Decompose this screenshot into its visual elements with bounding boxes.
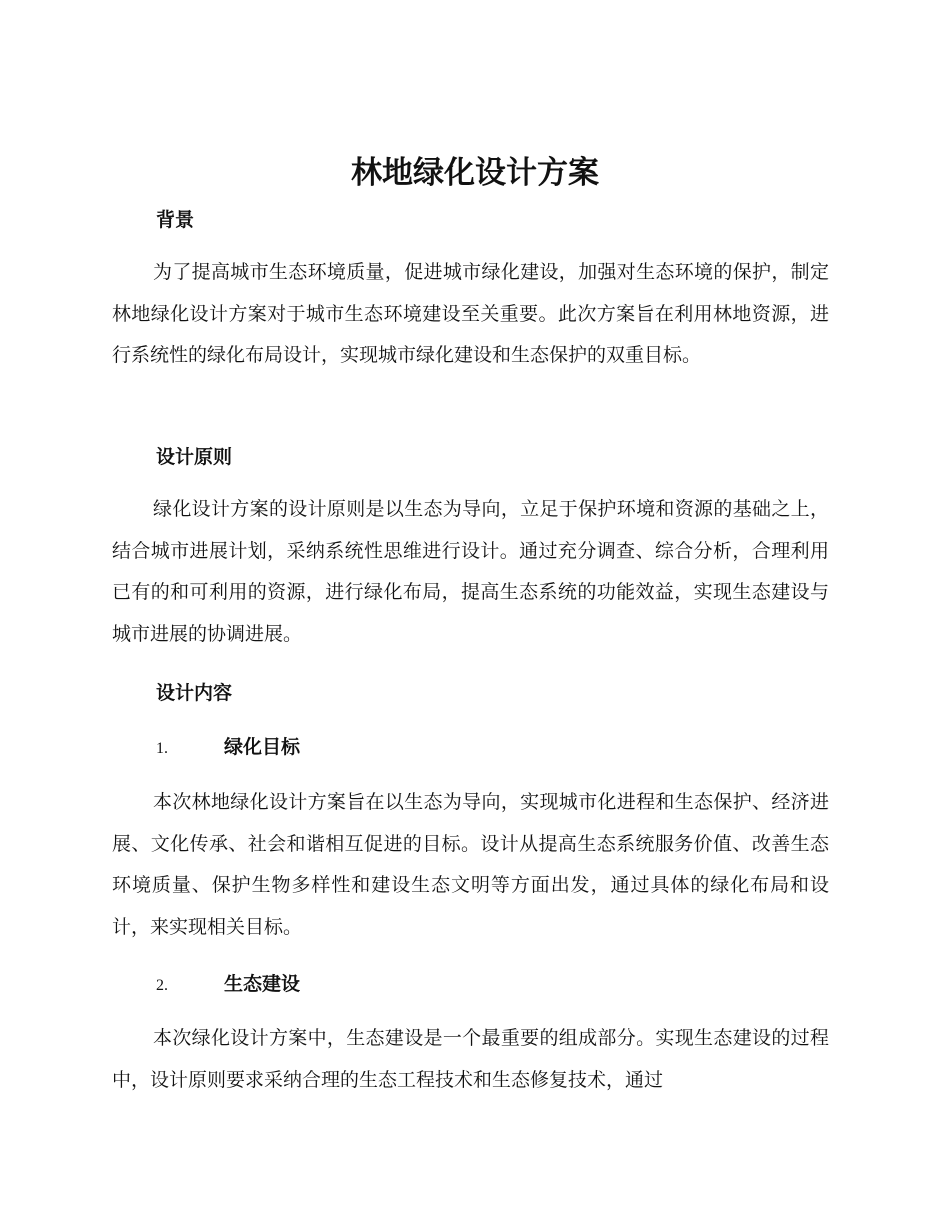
paragraph-greening-goals: 本次林地绿化设计方案旨在以生态为导向，实现城市化进程和生态保护、经济进展、文化传承、社会和谐相互促进的目标。设计从提高生态系统服务价值、改善生态环境质量、保护生物多样性和建设生态文明等方面出发，通过具体的绿化布局和设计，来实现相关目标。 xyxy=(112,791,829,938)
list-number: 2. xyxy=(156,977,168,994)
subheading-ecological-construction xyxy=(156,969,300,1001)
subheading-greening-goals xyxy=(156,732,300,764)
paragraph-ecological-construction: 本次绿化设计方案中，生态建设是一个最重要的组成部分。实现生态建设的过程中，设计原则要求采纳合理的生态工程技术和生态修复技术，通过 xyxy=(112,1027,829,1091)
section-heading-design-principles: 设计原则 xyxy=(156,446,233,468)
document-title: 林地绿化设计方案 xyxy=(351,155,599,191)
section-heading-design-content: 设计内容 xyxy=(156,682,233,704)
section-heading-background: 背景 xyxy=(156,209,195,231)
subheading-label: 绿化目标 xyxy=(224,736,301,758)
subheading-label: 生态建设 xyxy=(224,973,301,995)
paragraph-background: 为了提高城市生态环境质量，促进城市绿化建设，加强对生态环境的保护，制定林地绿化设计方案对于城市生态环境建设至关重要。此次方案旨在利用林地资源，进行系统性的绿化布局设计，实现城市绿化建设和生态保护的双重目标。 xyxy=(112,261,829,366)
paragraph-design-principles: 绿化设计方案的设计原则是以生态为导向，立足于保护环境和资源的基础之上，结合城市进展计划，采纳系统性思维进行设计。通过充分调查、综合分析，合理利用已有的和可利用的资源，进行绿化布局，提高生态系统的功能效益，实现生态建设与城市进展的协调进展。 xyxy=(112,498,829,645)
list-number: 1. xyxy=(156,740,168,757)
